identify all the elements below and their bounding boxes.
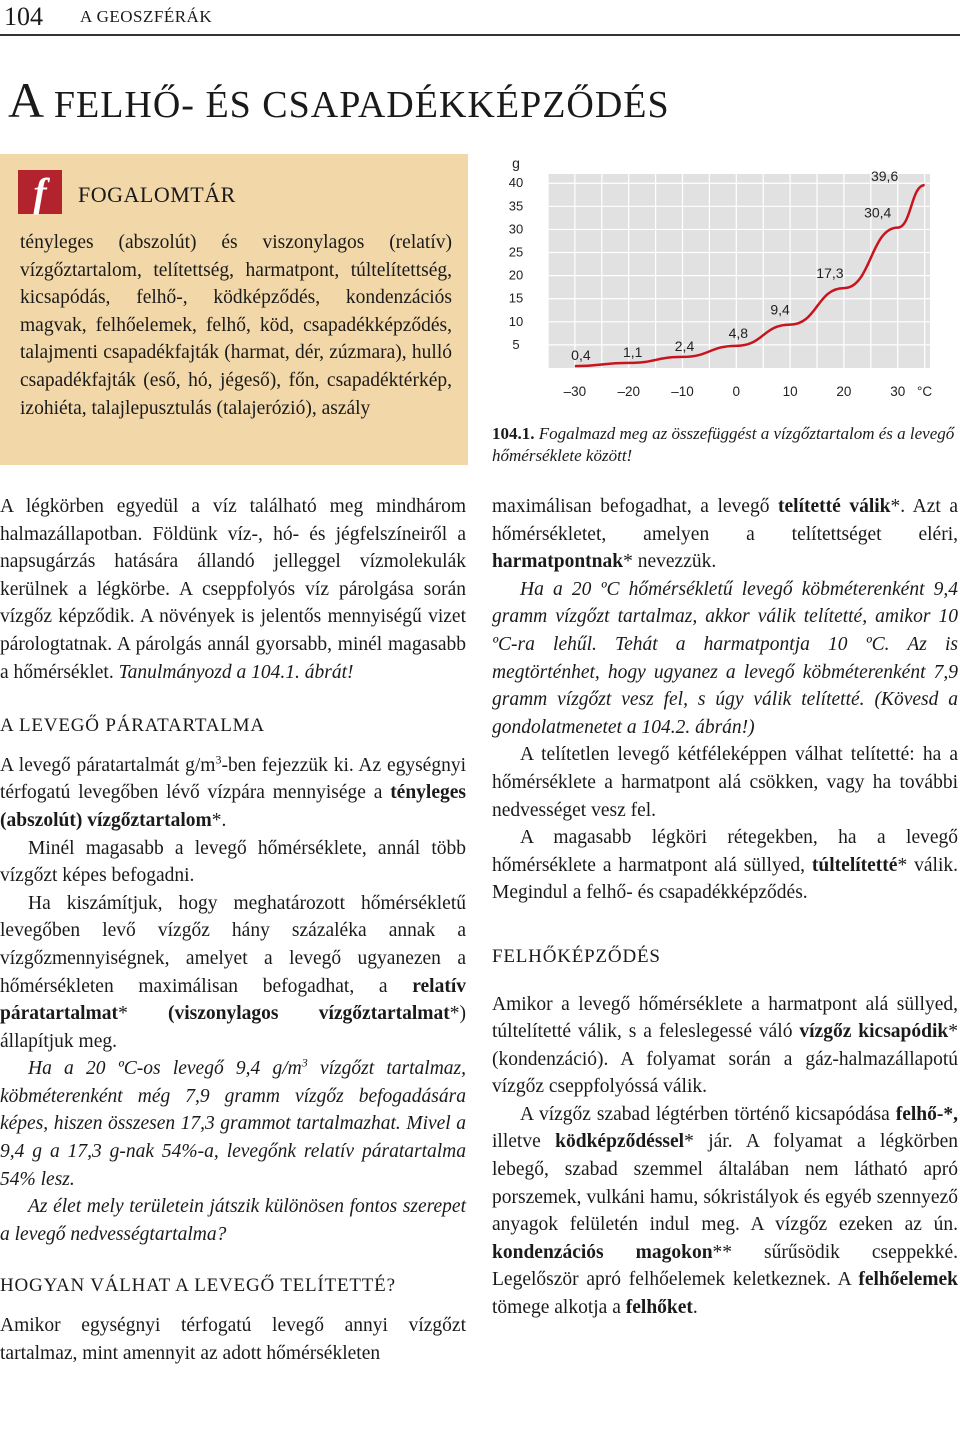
text: . (692, 1297, 698, 1319)
data-label: 0,4 (571, 347, 591, 364)
term-bold: telítetté válik (778, 496, 891, 517)
paragraph (492, 1101, 958, 1322)
text: vízgőzt tartalmaz, köbméterenként még 7,9 gramm vízgőz befogadására képes, hiszen összesen 17,3 grammot tartalmazhat. Mivel a 9,4 g a 17,3 g-nak 54%-a, levegőnk relatív páratartalma 54% lesz. (0, 1058, 466, 1190)
term-bold: vízgőz kicsapódik (799, 1021, 949, 1043)
term-bold: túltelítetté (811, 854, 898, 876)
data-label: 9,4 (770, 301, 790, 318)
x-tick-label: 20 (836, 384, 852, 399)
header-rule (0, 34, 960, 36)
caption-number: 104.1. (492, 424, 535, 443)
data-label: 39,6 (870, 168, 899, 185)
text: Ha a 20 ºC-os levegő 9,4 g/m (28, 1058, 302, 1080)
y-tick-label: 10 (508, 313, 524, 329)
figure-caption (492, 423, 958, 467)
paragraph: Amikor egységnyi térfogatú levegő annyi vízgőzt tartalmaz, mint amennyit az adott hőmérsékleten (0, 1315, 466, 1364)
y-tick-label: 40 (508, 175, 524, 191)
text: *. (211, 809, 227, 831)
y-tick-label: 30 (508, 221, 524, 237)
text: *) állapítjuk meg. (0, 1003, 466, 1052)
paragraph (492, 493, 958, 576)
term-bold: felhőket (625, 1297, 693, 1319)
term-bold: ködképződéssel (555, 1131, 685, 1153)
y-axis-label: g (512, 155, 520, 171)
section-heading: A LEVEGŐ PÁRATARTALMA (0, 715, 265, 737)
page-title (8, 70, 670, 135)
title-rest: FELHŐ- ÉS CSAPADÉKKÉPZŐDÉS (53, 84, 670, 126)
y-tick-label: 20 (508, 267, 524, 283)
y-tick-label: 25 (508, 244, 524, 260)
paragraph (0, 493, 466, 686)
text: * válik. Megindul a felhő- és csapadékképződés. (492, 854, 958, 904)
x-tick-label: –20 (617, 384, 640, 399)
paragraph (0, 752, 466, 835)
text: * (kondenzáció). A folyamat során a gáz-halmazállapotú vízgőz cseppfolyóssá válik. (492, 1021, 958, 1098)
data-label: 17,3 (816, 265, 844, 282)
right-column (492, 493, 958, 1322)
text: A levegő páratartalmát g/m (0, 754, 216, 776)
x-tick-label: –30 (563, 384, 587, 399)
text: * nevezzük. (623, 551, 717, 573)
glossary-heading: FOGALOMTÁR (78, 182, 236, 207)
data-label: 30,4 (864, 204, 892, 221)
x-tick-label: 0 (732, 384, 741, 399)
paragraph (0, 890, 466, 1056)
text: illetve (492, 1131, 556, 1153)
y-tick-label: 35 (508, 198, 524, 214)
text: A vízgőz szabad légtérben történő kicsapódása (520, 1103, 896, 1125)
y-tick-label: 15 (508, 290, 524, 306)
superscript: 3 (301, 1055, 308, 1070)
text: Ha kiszámítjuk, hogy meghatározott hőmérsékletű levegőben levő vízgőz hány százaléka annak a vízgőzmennyiségnek, amelyet a levegő ugyanezen a hőmérsékleten maximálisan befogadhat, a (0, 892, 466, 997)
section-heading: HOGYAN VÁLHAT A LEVEGŐ TELÍTETTÉ? (0, 1275, 396, 1297)
figure-chart (490, 154, 960, 410)
x-tick-label: 30 (890, 384, 906, 399)
x-tick-label: 10 (782, 384, 798, 399)
title-first-letter: A (8, 72, 42, 128)
running-title: A GEOSZFÉRÁK (80, 7, 213, 26)
text: tömege alkotja a (492, 1297, 626, 1319)
text: * jár. A folyamat a légkörben lebegő, szabad szemmel általában nem látható apró porszemek, vulkáni hamu, sókristályok és egyéb szennyező anyagok felületén indul meg. A vízgőz ezeken az ún. (492, 1131, 958, 1236)
term-bold: felhő-*, (895, 1103, 958, 1125)
term-bold: tényleges (abszolút) vízgőztartalom (0, 782, 466, 831)
data-label: 1,1 (622, 343, 643, 360)
text: maximálisan befogadhat, a levegő (492, 496, 778, 517)
term-bold: (viszonylagos vízgőztartalmat (168, 1003, 450, 1025)
paragraph: Minél magasabb a levegő hőmérséklete, annál több vízgőzt képes befogadni. (0, 837, 466, 887)
term-bold: kondenzációs magokon (492, 1241, 713, 1263)
term-bold: felhőelemek (858, 1269, 958, 1291)
paragraph-italic: Ha a 20 ºC hőmérsékletű levegő köbméterenként 9,4 gramm vízgőzt tartalmaz, akkor válik telítetté, amikor 10 ºC-ra lehűl. Tehát a harmatpontja 10 ºC. Az is megtörténhet, hogy ugyanez a levegő köbméterenként 7,9 gramm vízgőzt vesz fel, s úgy válik telítetté. (Kövesd a gondolatmenetet a 104.2. ábrán!) (492, 578, 958, 738)
text: A légkörben egyedül a víz található meg mindhárom halmazállapotban. Földünk víz-, hó- és jégfelszíneiről a napsugárzás hatására állandó jelleggel vízmolekulák kerülnek a légkörbe. A cseppfolyós víz párolgása során vízgőz képződik. A növények is jelentős mennyiségű vizet párologtatnak. A párolgás annál gyorsabb, minél magasabb a hőmérséklet. (0, 496, 466, 683)
paragraph-italic (0, 1055, 466, 1193)
text: -ben fejezzük ki. Az egységnyi térfogatú levegőben lévő vízpára mennyisége a (0, 754, 467, 804)
paragraph-italic: Az élet mely területein játszik különösen fontos szerepet a levegő nedvességtartalma? (0, 1196, 466, 1245)
paragraph: A telítetlen levegő kétféleképpen válhat telítetté: ha a hőmérséklete a harmatpont alá csökken, vagy ha további nedvességet vesz fel. (492, 744, 958, 821)
y-tick-label: 5 (512, 336, 520, 352)
glossary-text: tényleges (abszolút) és viszonylagos (relatív) vízgőztartalom, telítettség, harmatpont, túltelítettség, kicsapódás, felhő-, ködképződés, kondenzációs magvak, felhőelemek, felhő, köd, csapadékképződés, talajmenti csapadékfajták (harmat, dér, zúzmara), hulló csapadékfajták (eső, hó, jégeső), főn, csapadéktérkép, izohiéta, talajlepusztulás (talajerózió), aszály (20, 232, 452, 419)
paragraph (492, 991, 958, 1101)
data-label: 4,8 (728, 324, 749, 341)
term-bold: harmatpontnak (492, 551, 624, 573)
text: A magasabb légköri rétegekben, ha a levegő hőmérséklete a harmatpont alá süllyed, (492, 827, 958, 876)
page-number: 104 (4, 2, 43, 31)
page-header (0, 0, 960, 44)
paragraph (492, 824, 958, 907)
glossary-f-icon: f (18, 170, 62, 214)
text: ** sűrűsödik cseppekké. Legelőször apró felhőelemek keletkeznek. A (492, 1241, 958, 1291)
superscript: 3 (215, 752, 222, 767)
left-column (0, 493, 466, 1367)
section-heading: FELHŐKÉPZŐDÉS (492, 945, 661, 967)
text: Amikor a levegő hőmérséklete a harmatpont alá süllyed, túltelítetté válik, s a feleslegessé váló (492, 993, 958, 1043)
x-tick-label: –10 (671, 384, 694, 399)
text: * (118, 1003, 169, 1025)
text: *. Azt a hőmérsékletet, amelyen a telítettséget eléri, (492, 496, 958, 545)
chart-svg (490, 154, 960, 410)
text-italic: Tanulmányozd a 104.1. ábrát! (118, 661, 354, 683)
caption-text: Fogalmazd meg az összefüggést a vízgőztartalom és a levegő hőmérséklete között! (492, 424, 955, 465)
x-axis-label: °C (917, 384, 933, 399)
data-label: 2,4 (674, 337, 695, 354)
term-bold: relatív páratartalmat (0, 975, 466, 1025)
